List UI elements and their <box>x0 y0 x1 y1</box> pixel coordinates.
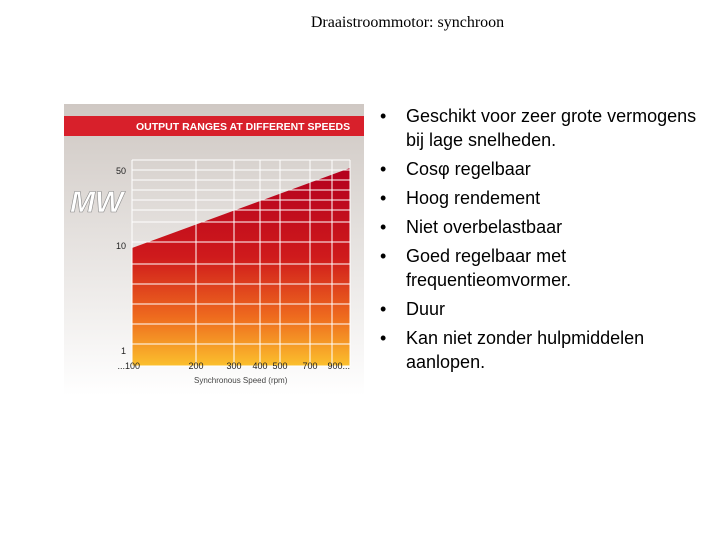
bullet-item: • Cosφ regelbaar <box>380 157 710 181</box>
x-tick-label: ...100 <box>117 361 140 371</box>
y-tick-label: 50 <box>115 166 126 176</box>
slide-title: Draaistroommotor: synchroon <box>310 14 505 31</box>
x-tick-label: 200 <box>188 361 204 371</box>
y-tick-label: 1 <box>120 346 126 356</box>
bullet-list <box>380 104 710 379</box>
x-tick-label: 400 <box>252 361 268 371</box>
output-ranges-chart <box>64 104 364 396</box>
banner-title: OUTPUT RANGES AT DIFFERENT SPEEDS <box>136 121 351 133</box>
x-tick-label: 300 <box>226 361 242 371</box>
y-tick-label: 10 <box>115 241 126 251</box>
bullet-item: • Hoog rendement <box>380 186 710 210</box>
x-tick-label: 900... <box>327 361 350 371</box>
x-axis-label: Synchronous Speed (rpm) <box>194 376 288 385</box>
bullet-item: • Niet overbelastbaar <box>380 215 710 239</box>
bullet-item: • Geschikt voor zeer grote vermogens bij lage snelheden. <box>380 104 710 152</box>
bullet-item: • Duur <box>380 297 710 321</box>
x-tick-label: 500 <box>272 361 288 371</box>
x-tick-label: 700 <box>302 361 318 371</box>
unit-label: MW <box>70 186 124 219</box>
bullet-item: • Kan niet zonder hulpmiddelen aanlopen. <box>380 326 710 374</box>
output-ranges-figure <box>64 104 364 396</box>
bullet-item: • Goed regelbaar met frequentieomvormer. <box>380 244 710 292</box>
